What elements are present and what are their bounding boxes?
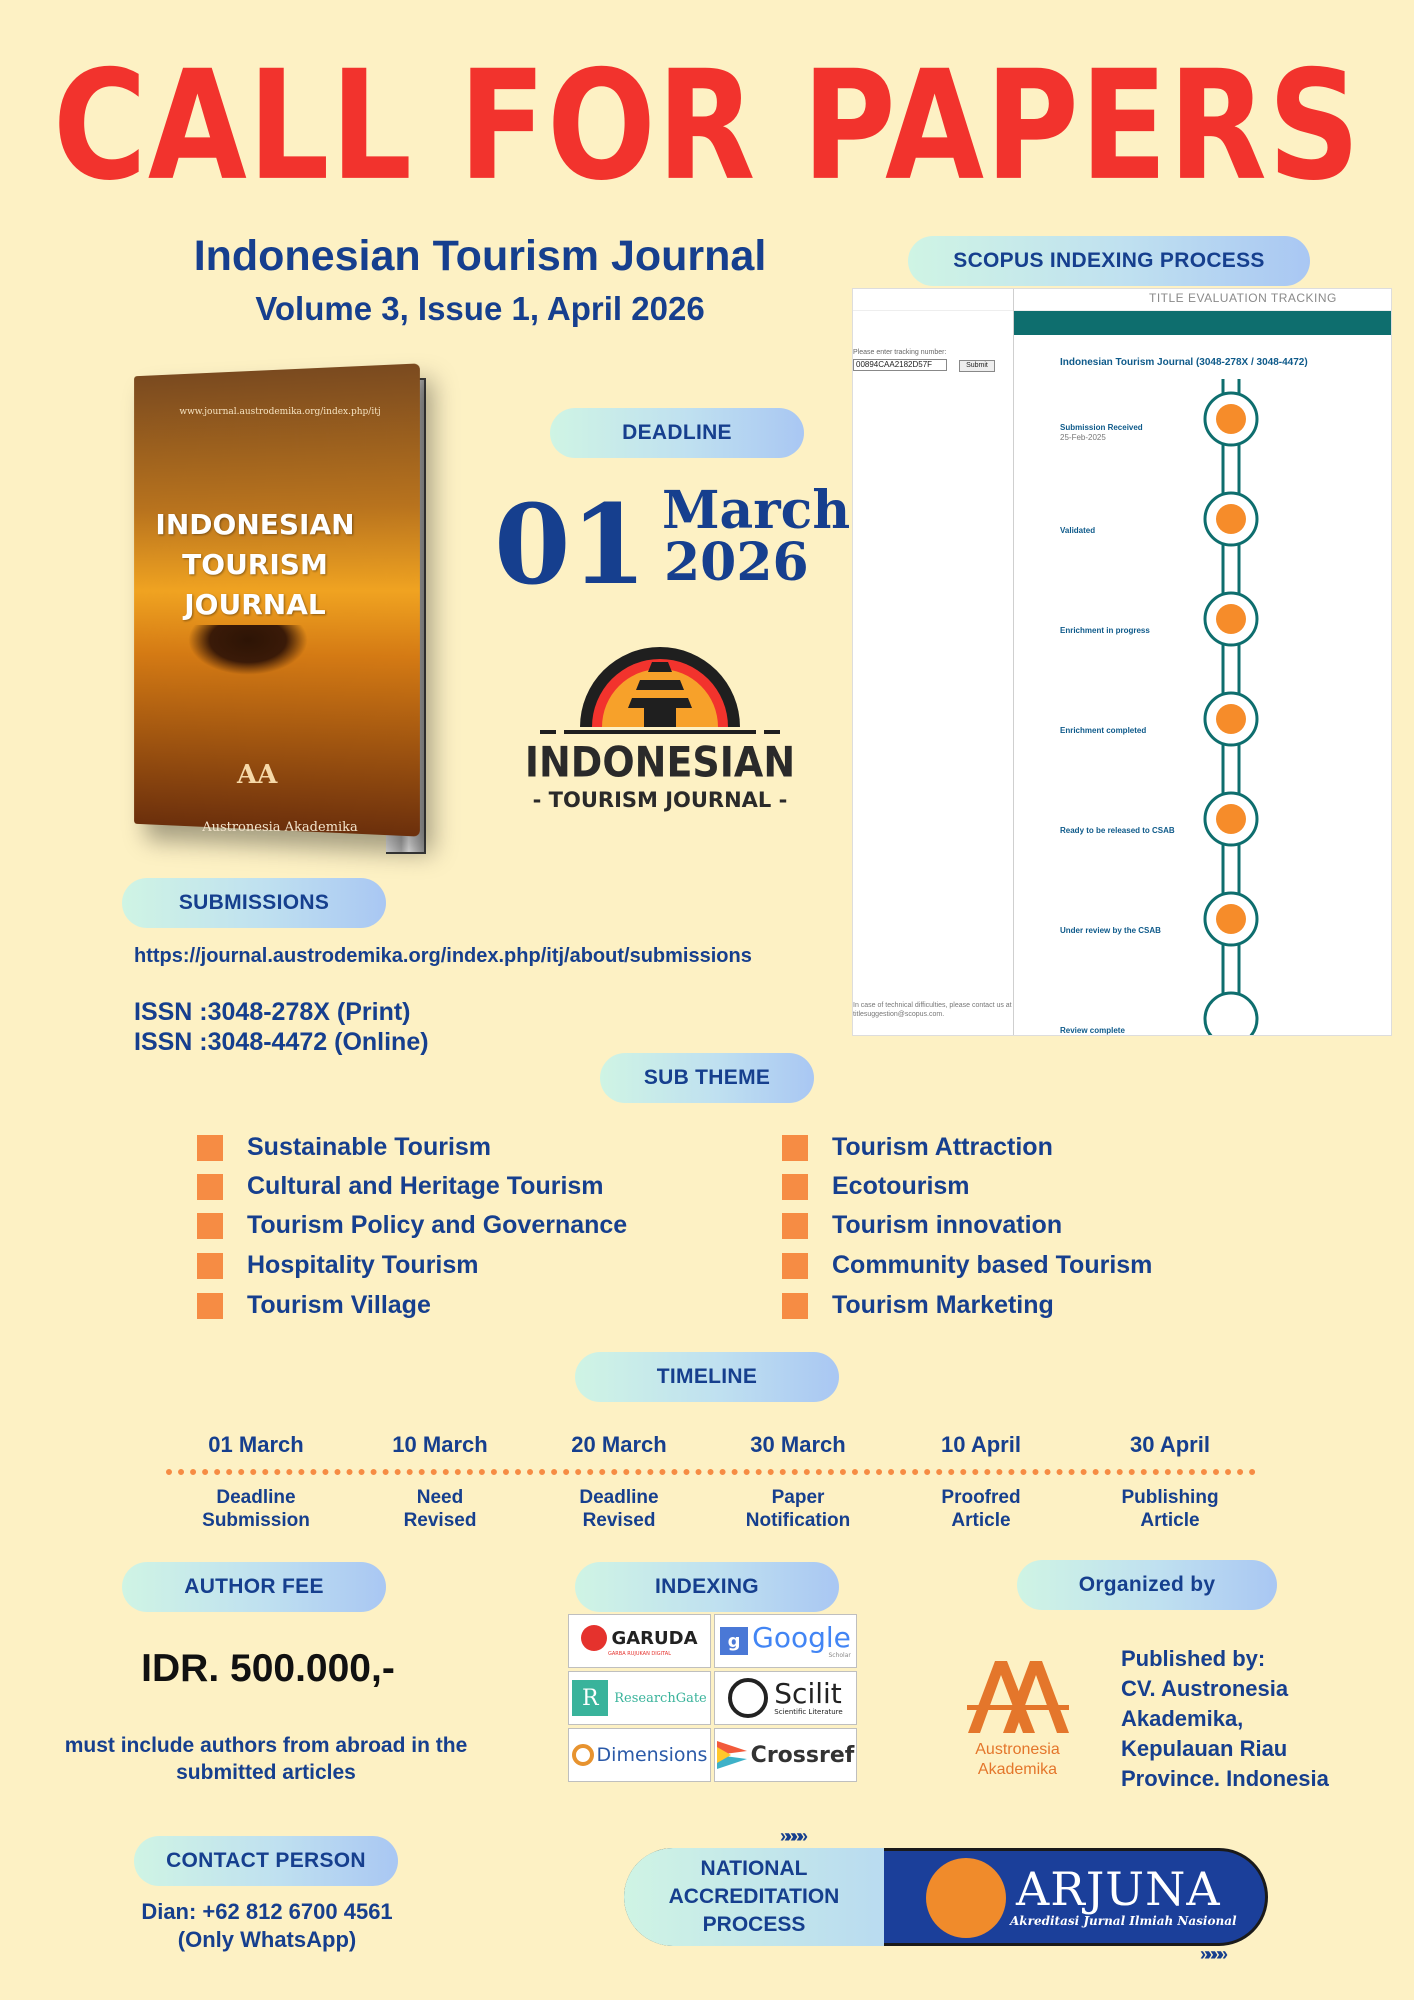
island-image [188,625,308,675]
timeline-desc [891,1486,1071,1532]
researchgate-icon: R [572,1680,608,1716]
tracking-label: Please enter tracking number: [853,349,947,356]
researchgate-text: ResearchGate [614,1690,707,1706]
accreditation-line: PROCESS [702,1913,806,1936]
timeline-date: 30 March [750,1432,846,1457]
timeline-desc-line: Publishing [1121,1487,1219,1508]
accreditation-line: ACCREDITATION [668,1885,840,1908]
journal-name: Indonesian Tourism Journal [193,232,767,280]
org-line: Austronesia [975,1741,1060,1758]
arjuna-logo-icon [926,1858,1006,1938]
publisher-info [1121,1644,1329,1794]
scopus-teal-bar [1013,311,1392,335]
theme-item [197,1172,604,1201]
dimensions-logo [568,1728,711,1782]
publisher-line: Kepulauan Riau [1121,1736,1288,1761]
crossref-icon [717,1737,747,1773]
contact-note: (Only WhatsApp) [177,1927,357,1952]
scopus-step: Under review by the CSAB [1060,926,1161,935]
chevrons-icon: »»»» [780,1826,805,1846]
timeline-desc-line: Need [416,1487,464,1508]
contact-phone[interactable]: Dian: +62 812 6700 4561 [141,1899,393,1924]
contact-pill: CONTACT PERSON [134,1836,398,1886]
theme-label: Sustainable Tourism [247,1133,492,1161]
theme-item [197,1133,491,1162]
book-title [150,505,360,625]
austronesia-logo-icon [963,1655,1073,1735]
timeline-desc-line: Proofred [941,1487,1021,1508]
timeline-desc-line: Article [1140,1510,1200,1531]
scopus-footer: In case of technical difficulties, please contact us at titlesuggestion@scopus.com. [853,1002,1012,1018]
deadline-day: 01 [494,480,648,609]
timeline-date: 01 March [208,1432,304,1457]
bullet-square-icon [782,1253,808,1279]
timeline-date: 20 March [571,1432,667,1457]
bullet-square-icon [782,1293,808,1319]
garuda-text: GARUDA [611,1627,698,1649]
book-publisher: Austronesia Akademika [202,820,358,835]
deadline-pill: DEADLINE [550,408,804,458]
theme-item [197,1291,431,1320]
scilit-subtext: Scientific Literature [774,1708,843,1716]
bullet-square-icon [197,1135,223,1161]
theme-label: Tourism innovation [832,1211,1063,1239]
scopus-step-date: 25-Feb-2025 [1060,433,1106,442]
contact-info [112,1898,422,1954]
theme-label: Ecotourism [832,1172,970,1200]
theme-item [782,1291,1054,1320]
accreditation-line: NATIONAL [700,1857,808,1880]
submissions-link[interactable]: https://journal.austrodemika.org/index.php/itj/about/submissions [134,945,752,967]
logo-text-sub: - TOURISM JOURNAL - [532,788,788,812]
main-title: CALL FOR PAPERS [52,38,1362,215]
bullet-square-icon [197,1253,223,1279]
scopus-step: Enrichment completed [1060,726,1147,735]
timeline-date: 10 March [392,1432,488,1457]
submissions-pill: SUBMISSIONS [122,878,386,928]
bullet-square-icon [197,1213,223,1239]
bullet-square-icon [197,1174,223,1200]
publisher-line: Akademika, [1121,1706,1244,1731]
deadline-month: March [662,480,851,541]
theme-item [782,1133,1053,1162]
scopus-step: Ready to be released to CSAB [1060,826,1175,835]
garuda-icon [581,1625,607,1651]
timeline-desc-line: Article [951,1510,1011,1531]
submit-button[interactable]: Submit [959,360,995,372]
publisher-line: Published by: [1121,1646,1266,1671]
journal-volume: Volume 3, Issue 1, April 2026 [255,290,705,327]
theme-item [197,1211,627,1240]
publisher-mark-icon: AA [237,760,278,790]
timeline-desc-line: Deadline [216,1487,296,1508]
scopus-step: Validated [1060,526,1096,535]
bullet-square-icon [782,1135,808,1161]
scopus-step: Submission Received [1060,423,1143,432]
arjuna-subtitle: Akreditasi Jurnal Ilmiah Nasional [1010,1914,1237,1928]
timeline-desc [350,1486,530,1532]
book-title-line: JOURNAL [184,588,326,621]
theme-item [782,1251,1152,1280]
scopus-progress-chain [1201,379,1261,1036]
theme-item [782,1211,1062,1240]
google-text: Google [752,1620,851,1654]
garuda-row [581,1625,697,1651]
dimensions-icon [572,1744,594,1766]
scopus-header [853,289,1392,311]
chevrons-icon: »»»» [1200,1944,1225,1964]
scopus-divider [1013,289,1014,1036]
google-scholar-icon: g [720,1627,748,1655]
austronesia-logo-text [950,1740,1085,1780]
theme-label: Tourism Policy and Governance [247,1211,628,1239]
scopus-header-text: TITLE EVALUATION TRACKING [1149,291,1337,305]
book-title-line: INDONESIAN [155,508,355,541]
theme-item [197,1251,479,1280]
garuda-logo [568,1614,711,1668]
timeline-date: 10 April [941,1432,1021,1457]
theme-label: Community based Tourism [832,1251,1153,1279]
journal-logo-icon [540,632,780,744]
bullet-square-icon [782,1174,808,1200]
scopus-tracking-screenshot [852,288,1392,1036]
scopus-step: Enrichment in progress [1060,626,1150,635]
theme-label: Cultural and Heritage Tourism [247,1172,604,1200]
timeline-dotted-line [166,1469,1256,1475]
accreditation-label [624,1848,884,1946]
google-subtext: Scholar [828,1651,851,1659]
scilit-text: Scilit [774,1677,842,1710]
crossref-text: Crossref [750,1742,855,1768]
theme-label: Tourism Village [247,1291,431,1319]
organized-pill: Organized by [1017,1560,1277,1610]
dimensions-text: Dimensions [596,1744,708,1766]
timeline-desc [529,1486,709,1532]
theme-label: Tourism Attraction [832,1133,1053,1161]
scilit-logo [714,1671,857,1725]
timeline-desc-line: Revised [582,1510,656,1531]
scilit-text-col [774,1677,843,1716]
timeline-desc-line: Deadline [579,1487,659,1508]
timeline-desc [708,1486,888,1532]
fee-amount: IDR. 500.000,- [141,1647,395,1690]
timeline-pill: TIMELINE [575,1352,839,1402]
timeline-desc-line: Submission [202,1510,310,1531]
publisher-line: CV. Austronesia [1121,1676,1289,1701]
crossref-logo [714,1728,857,1782]
theme-label: Hospitality Tourism [247,1251,479,1279]
book-title-line: TOURISM [182,548,328,581]
author-fee-pill: AUTHOR FEE [122,1562,386,1612]
publisher-line: Province. Indonesia [1121,1766,1329,1791]
timeline-date: 30 April [1130,1432,1210,1457]
timeline-desc [1080,1486,1260,1532]
researchgate-logo [568,1671,711,1725]
scopus-pill: SCOPUS INDEXING PROCESS [908,236,1310,286]
theme-label: Tourism Marketing [832,1291,1054,1319]
garuda-subtext: GARBA RUJUKAN DIGITAL [608,1651,671,1657]
sub-theme-pill: SUB THEME [600,1053,814,1103]
timeline-desc [166,1486,346,1532]
arjuna-name: ARJUNA [1016,1862,1221,1916]
deadline-year: 2026 [664,532,809,593]
bullet-square-icon [197,1293,223,1319]
scopus-journal-title: Indonesian Tourism Journal (3048-278X / 3048-4472) [1060,357,1308,368]
fee-note: must include authors from abroad in the submitted articles [64,1734,468,1784]
logo-text-main: INDONESIAN [524,737,796,787]
bullet-square-icon [782,1213,808,1239]
tracking-number-input[interactable]: 00894CAA2182D57F [853,359,947,371]
issn-online: ISSN :3048-4472 (Online) [134,1028,429,1056]
issn-print: ISSN :3048-278X (Print) [134,998,411,1026]
timeline-desc-line: Notification [745,1510,851,1531]
google-scholar-logo [714,1614,857,1668]
timeline-desc-line: Revised [403,1510,477,1531]
scopus-step: Review complete [1060,1026,1125,1035]
timeline-desc-line: Paper [771,1487,825,1508]
theme-item [782,1172,970,1201]
scilit-icon [728,1678,768,1718]
org-line: Akademika [977,1761,1058,1778]
google-text-col [752,1620,851,1659]
book-url: www.journal.austrodemika.org/index.php/itj [179,407,381,417]
indexing-pill: INDEXING [575,1562,839,1612]
